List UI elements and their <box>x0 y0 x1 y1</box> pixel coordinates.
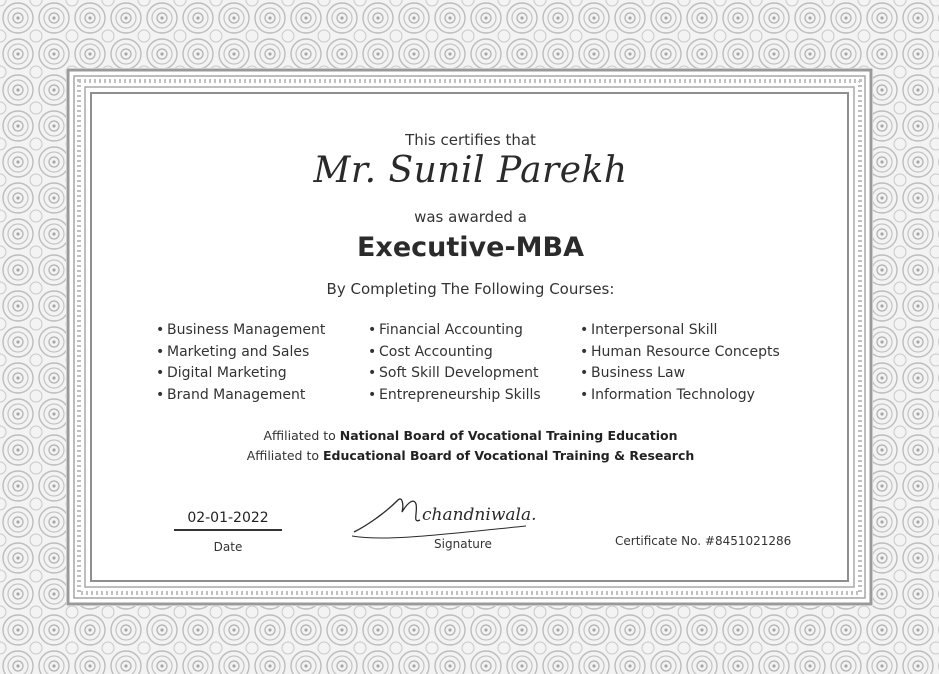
signature-label: Signature <box>434 537 492 551</box>
certificate-number: Certificate No. #8451021286 <box>615 534 792 548</box>
course-column-2 <box>368 320 541 406</box>
course-column-1 <box>156 320 325 406</box>
recipient-name: Mr. Sunil Parekh <box>313 150 628 191</box>
course-item: • Business Law <box>580 363 780 385</box>
course-item: • Cost Accounting <box>368 342 541 364</box>
degree-title: Executive-MBA <box>356 232 585 263</box>
certifies-text: This certifies that <box>405 131 536 149</box>
date-value: 02-01-2022 <box>174 510 282 531</box>
affiliation-prefix: Affiliated to <box>246 448 319 463</box>
course-item: • Business Management <box>156 320 325 342</box>
course-column-3 <box>580 320 780 406</box>
course-item: • Soft Skill Development <box>368 363 541 385</box>
course-item: • Marketing and Sales <box>156 342 325 364</box>
courses-heading: By Completing The Following Courses: <box>326 280 615 298</box>
affiliation-line <box>96 448 845 463</box>
date-block <box>174 510 282 554</box>
certificate-body <box>96 100 845 574</box>
course-item: • Financial Accounting <box>368 320 541 342</box>
svg-text:chandniwala.: chandniwala. <box>422 505 537 525</box>
course-item: • Interpersonal Skill <box>580 320 780 342</box>
course-item: • Digital Marketing <box>156 363 325 385</box>
date-label: Date <box>213 540 243 554</box>
affiliation-name: National Board of Vocational Training Education <box>339 428 678 443</box>
affiliation-prefix: Affiliated to <box>263 428 336 443</box>
course-item: • Information Technology <box>580 385 780 407</box>
course-item: • Entrepreneurship Skills <box>368 385 541 407</box>
awarded-text: was awarded a <box>414 208 527 226</box>
course-item: • Human Resource Concepts <box>580 342 780 364</box>
affiliation-name: Educational Board of Vocational Training & Research <box>322 448 695 463</box>
affiliation-line <box>96 428 845 443</box>
course-item: • Brand Management <box>156 385 325 407</box>
